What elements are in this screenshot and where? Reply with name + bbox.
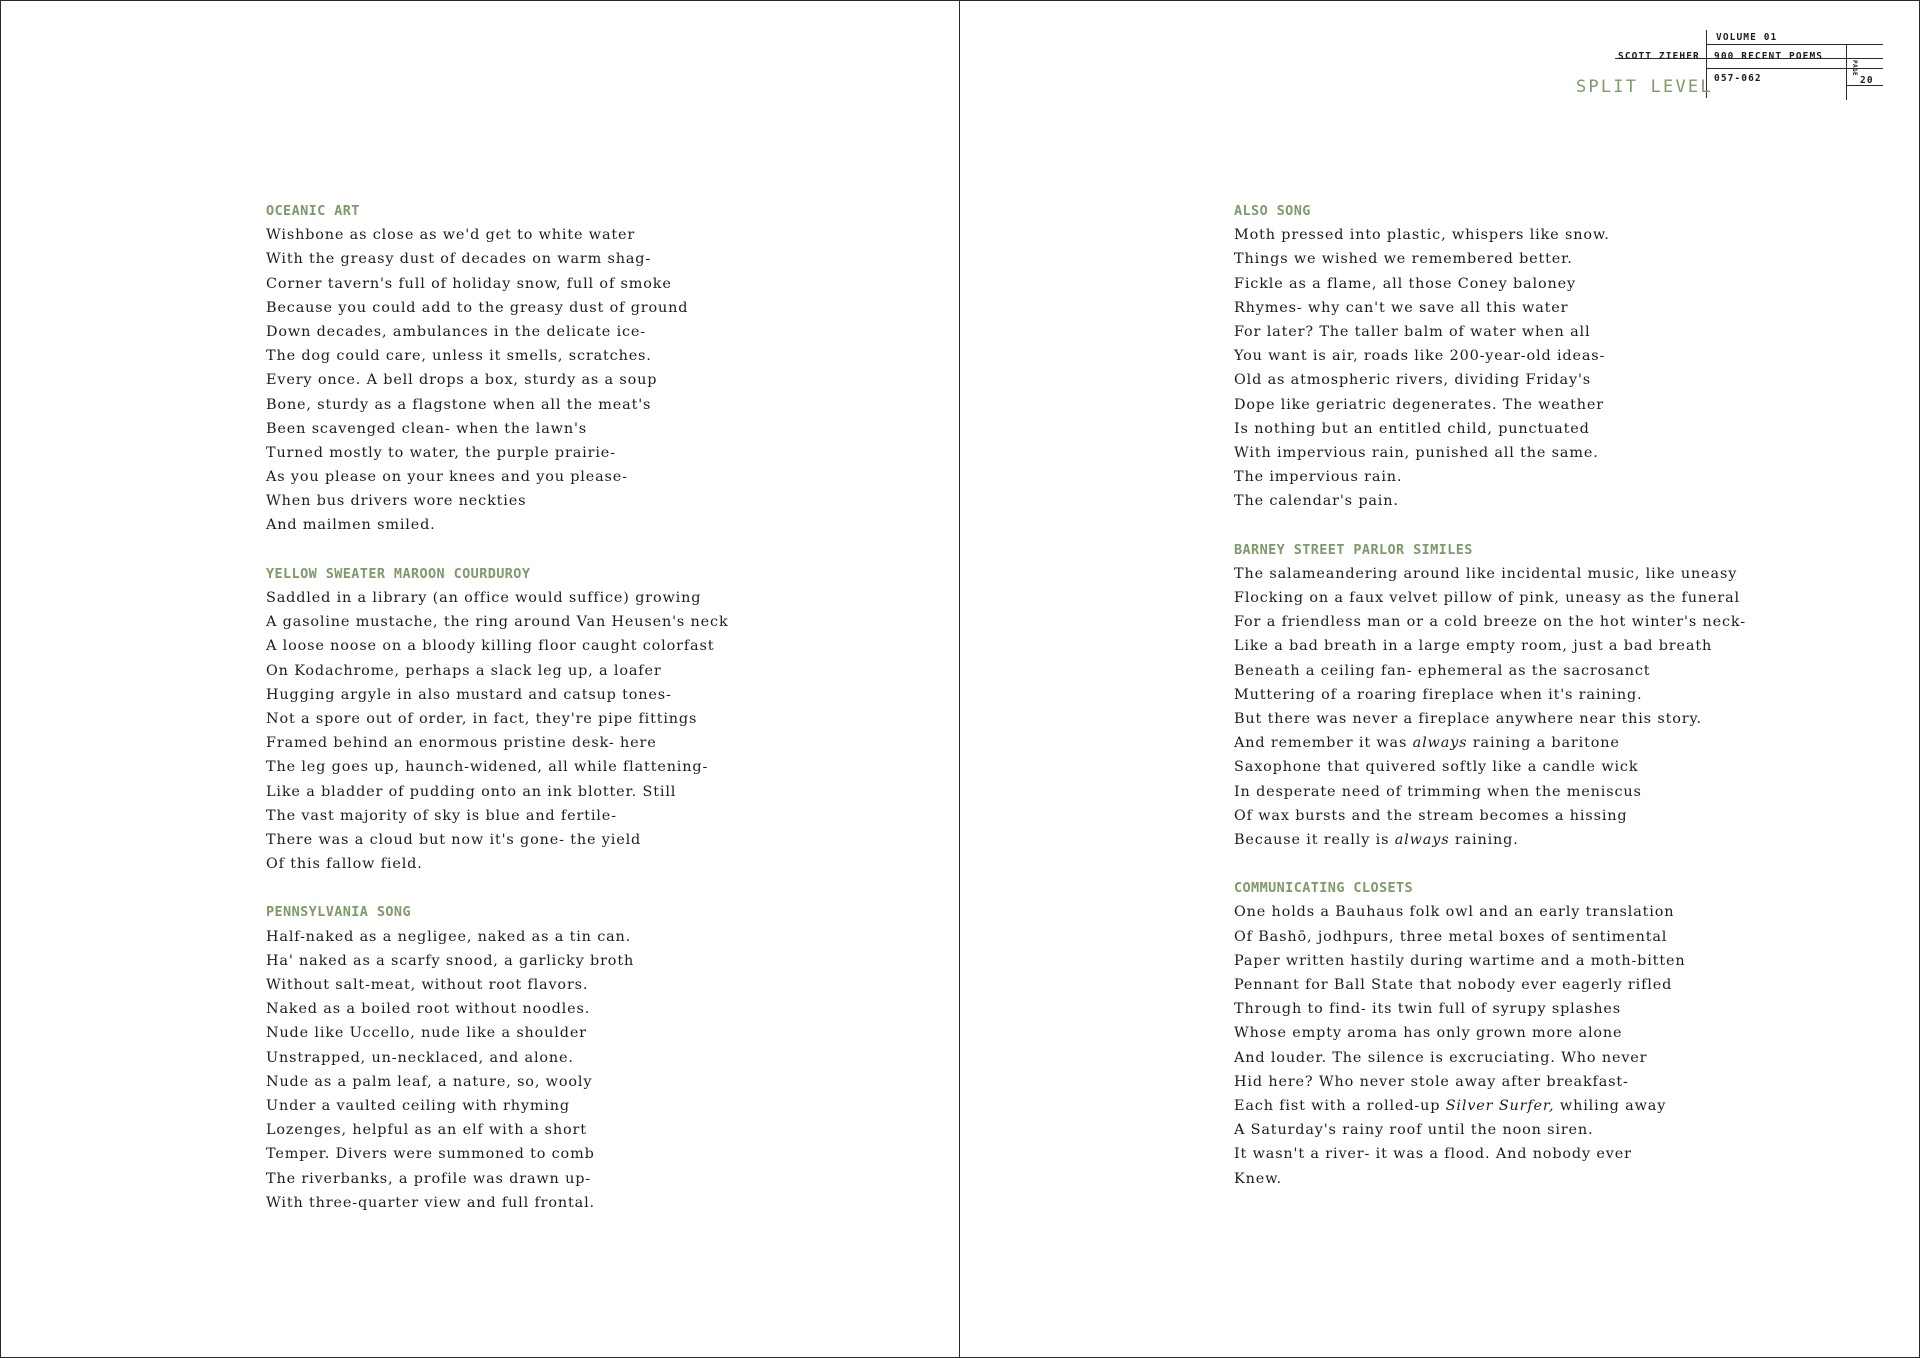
poem (1234, 199, 1746, 513)
poem-line: Without salt-meat, without root flavors. (266, 977, 589, 993)
poem-line: With the greasy dust of decades on warm shag- (266, 251, 652, 268)
poem (266, 199, 729, 538)
poem-line: Been scavenged clean- when the lawn's (266, 420, 588, 437)
poem-line: For later? The taller balm of water when all (1234, 323, 1591, 340)
poem-line: Nude like Uccello, nude like a shoulder (266, 1025, 587, 1042)
poem-line: And mailmen smiled. (266, 517, 436, 534)
author-name: SCOTT ZIEHER (1618, 51, 1700, 62)
poem-title: ALSO SONG (1234, 203, 1311, 219)
poem-line: The leg goes up, haunch-widened, all while flattening- (266, 759, 709, 776)
poem-line: Turned mostly to water, the purple prairie- (266, 444, 616, 461)
poem-line: When bus drivers wore neckties (266, 493, 527, 510)
header-rule-vertical-right (1846, 44, 1847, 100)
poem-line: But there was never a fireplace anywhere near this story. (1234, 710, 1702, 727)
poem-line: Nude as a palm leaf, a nature, so, wooly (266, 1073, 593, 1090)
poem (266, 562, 729, 876)
poem-title: YELLOW SWEATER MAROON COURDUROY (266, 565, 531, 582)
poem-line: One holds a Bauhaus folk owl and an early translation (1234, 904, 1675, 921)
poem-line: The vast majority of sky is blue and fertile- (266, 807, 617, 824)
poem-line: Of Bashō, jodhpurs, three metal boxes of sentimental (1234, 928, 1668, 945)
poem-line: Knew. (1234, 1170, 1282, 1187)
poem-line: Hugging argyle in also mustard and catsup tones- (266, 686, 672, 703)
poem-line: Every once. A bell drops a box, sturdy as a soup (266, 372, 658, 389)
poem-line: Of this fallow field. (266, 856, 423, 873)
left-poem-column (266, 199, 729, 1239)
poem-title: OCEANIC ART (266, 203, 360, 219)
volume-label: VOLUME 01 (1716, 32, 1778, 43)
poem-line: Fickle as a flame, all those Coney baloney (1234, 275, 1576, 292)
poem-line: Beneath a ceiling fan- ephemeral as the sacrosanct (1234, 662, 1651, 679)
poem-line: On Kodachrome, perhaps a slack leg up, a loafer (266, 662, 662, 679)
poem-line: Paper written hastily during wartime and a moth-bitten (1234, 952, 1686, 969)
poem-line: The dog could care, unless it smells, scratches. (266, 348, 652, 365)
poem-line: Half-naked as a negligee, naked as a tin can. (266, 928, 632, 945)
poem-line: You want is air, roads like 200-year-old ideas- (1234, 348, 1606, 365)
poem-line: Through to find- its twin full of syrupy splashes (1234, 1001, 1621, 1018)
poem-line: Corner tavern's full of holiday snow, full of smoke (266, 275, 672, 292)
left-page (0, 0, 959, 1358)
poem-line: Of wax bursts and the stream becomes a hissing (1234, 807, 1628, 824)
poem-line: With impervious rain, punished all the same. (1234, 444, 1599, 461)
poem-line: Like a bladder of pudding onto an ink blotter. Still (266, 783, 677, 800)
poem-line: Because it really is always raining. (1234, 831, 1519, 848)
poem-line: Because you could add to the greasy dust of ground (266, 299, 689, 316)
header-rule-top (1707, 44, 1883, 45)
right-page (960, 0, 1919, 1358)
poem-line: Flocking on a faux velvet pillow of pink, uneasy as the funeral (1234, 590, 1740, 606)
poem (1234, 876, 1746, 1190)
poem (266, 900, 729, 1214)
poem-line: Old as atmospheric rivers, dividing Friday's (1234, 372, 1591, 389)
poem-line: A Saturday's rainy roof until the noon siren. (1234, 1122, 1594, 1139)
poem-line: A loose noose on a bloody killing floor caught colorfast (266, 638, 715, 655)
poem-line: Saddled in a library (an office would suffice) growing (266, 590, 702, 606)
poem-line: Moth pressed into plastic, whispers like snow. (1234, 227, 1610, 244)
poem-line: The calendar's pain. (1234, 493, 1399, 510)
poem-line: Temper. Divers were summoned to comb (266, 1146, 595, 1163)
poem-line: There was a cloud but now it's gone- the yield (266, 831, 642, 848)
poem-line: Muttering of a roaring fireplace when it's raining. (1234, 686, 1643, 703)
poem-line: And louder. The silence is excruciating. Who never (1234, 1049, 1648, 1066)
right-poem-column (1234, 199, 1746, 1215)
poem-line: The salameandering around like incidental music, like uneasy (1234, 565, 1738, 582)
poem-line: Things we wished we remembered better. (1234, 251, 1573, 268)
poem-line: Each fist with a rolled-up Silver Surfer, whiling away (1234, 1097, 1667, 1114)
poem-line: Saxophone that quivered softly like a candle wick (1234, 759, 1639, 776)
poem-line: Ha' naked as a scarfy snood, a garlicky broth (266, 952, 635, 969)
poem-line: In desperate need of trimming when the meniscus (1234, 783, 1642, 800)
poem-line: Bone, sturdy as a flagstone when all the meat's (266, 396, 652, 413)
poem-line: Down decades, ambulances in the delicate ice- (266, 323, 647, 340)
poem-line: Not a spore out of order, in fact, they're pipe fittings (266, 710, 698, 727)
poem-line: Pennant for Ball State that nobody ever eagerly rifled (1234, 977, 1673, 993)
poem-title: PENNSYLVANIA SONG (266, 904, 411, 921)
poem-line: Whose empty aroma has only grown more alone (1234, 1025, 1623, 1042)
series-title: SPLIT LEVEL (1576, 77, 1713, 97)
poem-line: Is nothing but an entitled child, punctuated (1234, 420, 1590, 437)
poem-line: Lozenges, helpful as an elf with a short (266, 1122, 587, 1139)
page-range: 057-062 (1714, 73, 1762, 84)
poem-line: And remember it was always raining a baritone (1234, 735, 1620, 752)
poem-line: The impervious rain. (1234, 469, 1403, 486)
poem-line: It wasn't a river- it was a flood. And nobody ever (1234, 1146, 1632, 1163)
poem-line: A gasoline mustache, the ring around Van Heusen's neck (266, 614, 729, 631)
poem-line: Dope like geriatric degenerates. The weather (1234, 396, 1604, 413)
poem-line: Hid here? Who never stole away after breakfast- (1234, 1073, 1629, 1090)
poem-line: With three-quarter view and full frontal. (266, 1194, 595, 1211)
poem-line: Naked as a boiled root without noodles. (266, 1001, 591, 1018)
poem-line: As you please on your knees and you please- (266, 469, 628, 486)
book-title: 900 RECENT POEMS (1714, 51, 1824, 62)
poem-line: Framed behind an enormous pristine desk- here (266, 735, 657, 752)
poem-line: Like a bad breath in a large empty room, just a bad breath (1234, 638, 1713, 655)
poem (1234, 538, 1746, 852)
poem-title: COMMUNICATING CLOSETS (1234, 880, 1414, 897)
poem-line: Unstrapped, un-necklaced, and alone. (266, 1049, 574, 1066)
poem-line: For a friendless man or a cold breeze on the hot winter's neck- (1234, 614, 1746, 631)
page-number: 20 (1860, 75, 1874, 86)
poem-line: Under a vaulted ceiling with rhyming (266, 1097, 570, 1114)
page-label: PAGE (1851, 60, 1858, 77)
poem-line: The riverbanks, a profile was drawn up- (266, 1170, 591, 1187)
poem-line: Wishbone as close as we'd get to white water (266, 227, 636, 244)
poem-line: Rhymes- why can't we save all this water (1234, 299, 1569, 316)
poem-title: BARNEY STREET PARLOR SIMILES (1234, 541, 1473, 558)
